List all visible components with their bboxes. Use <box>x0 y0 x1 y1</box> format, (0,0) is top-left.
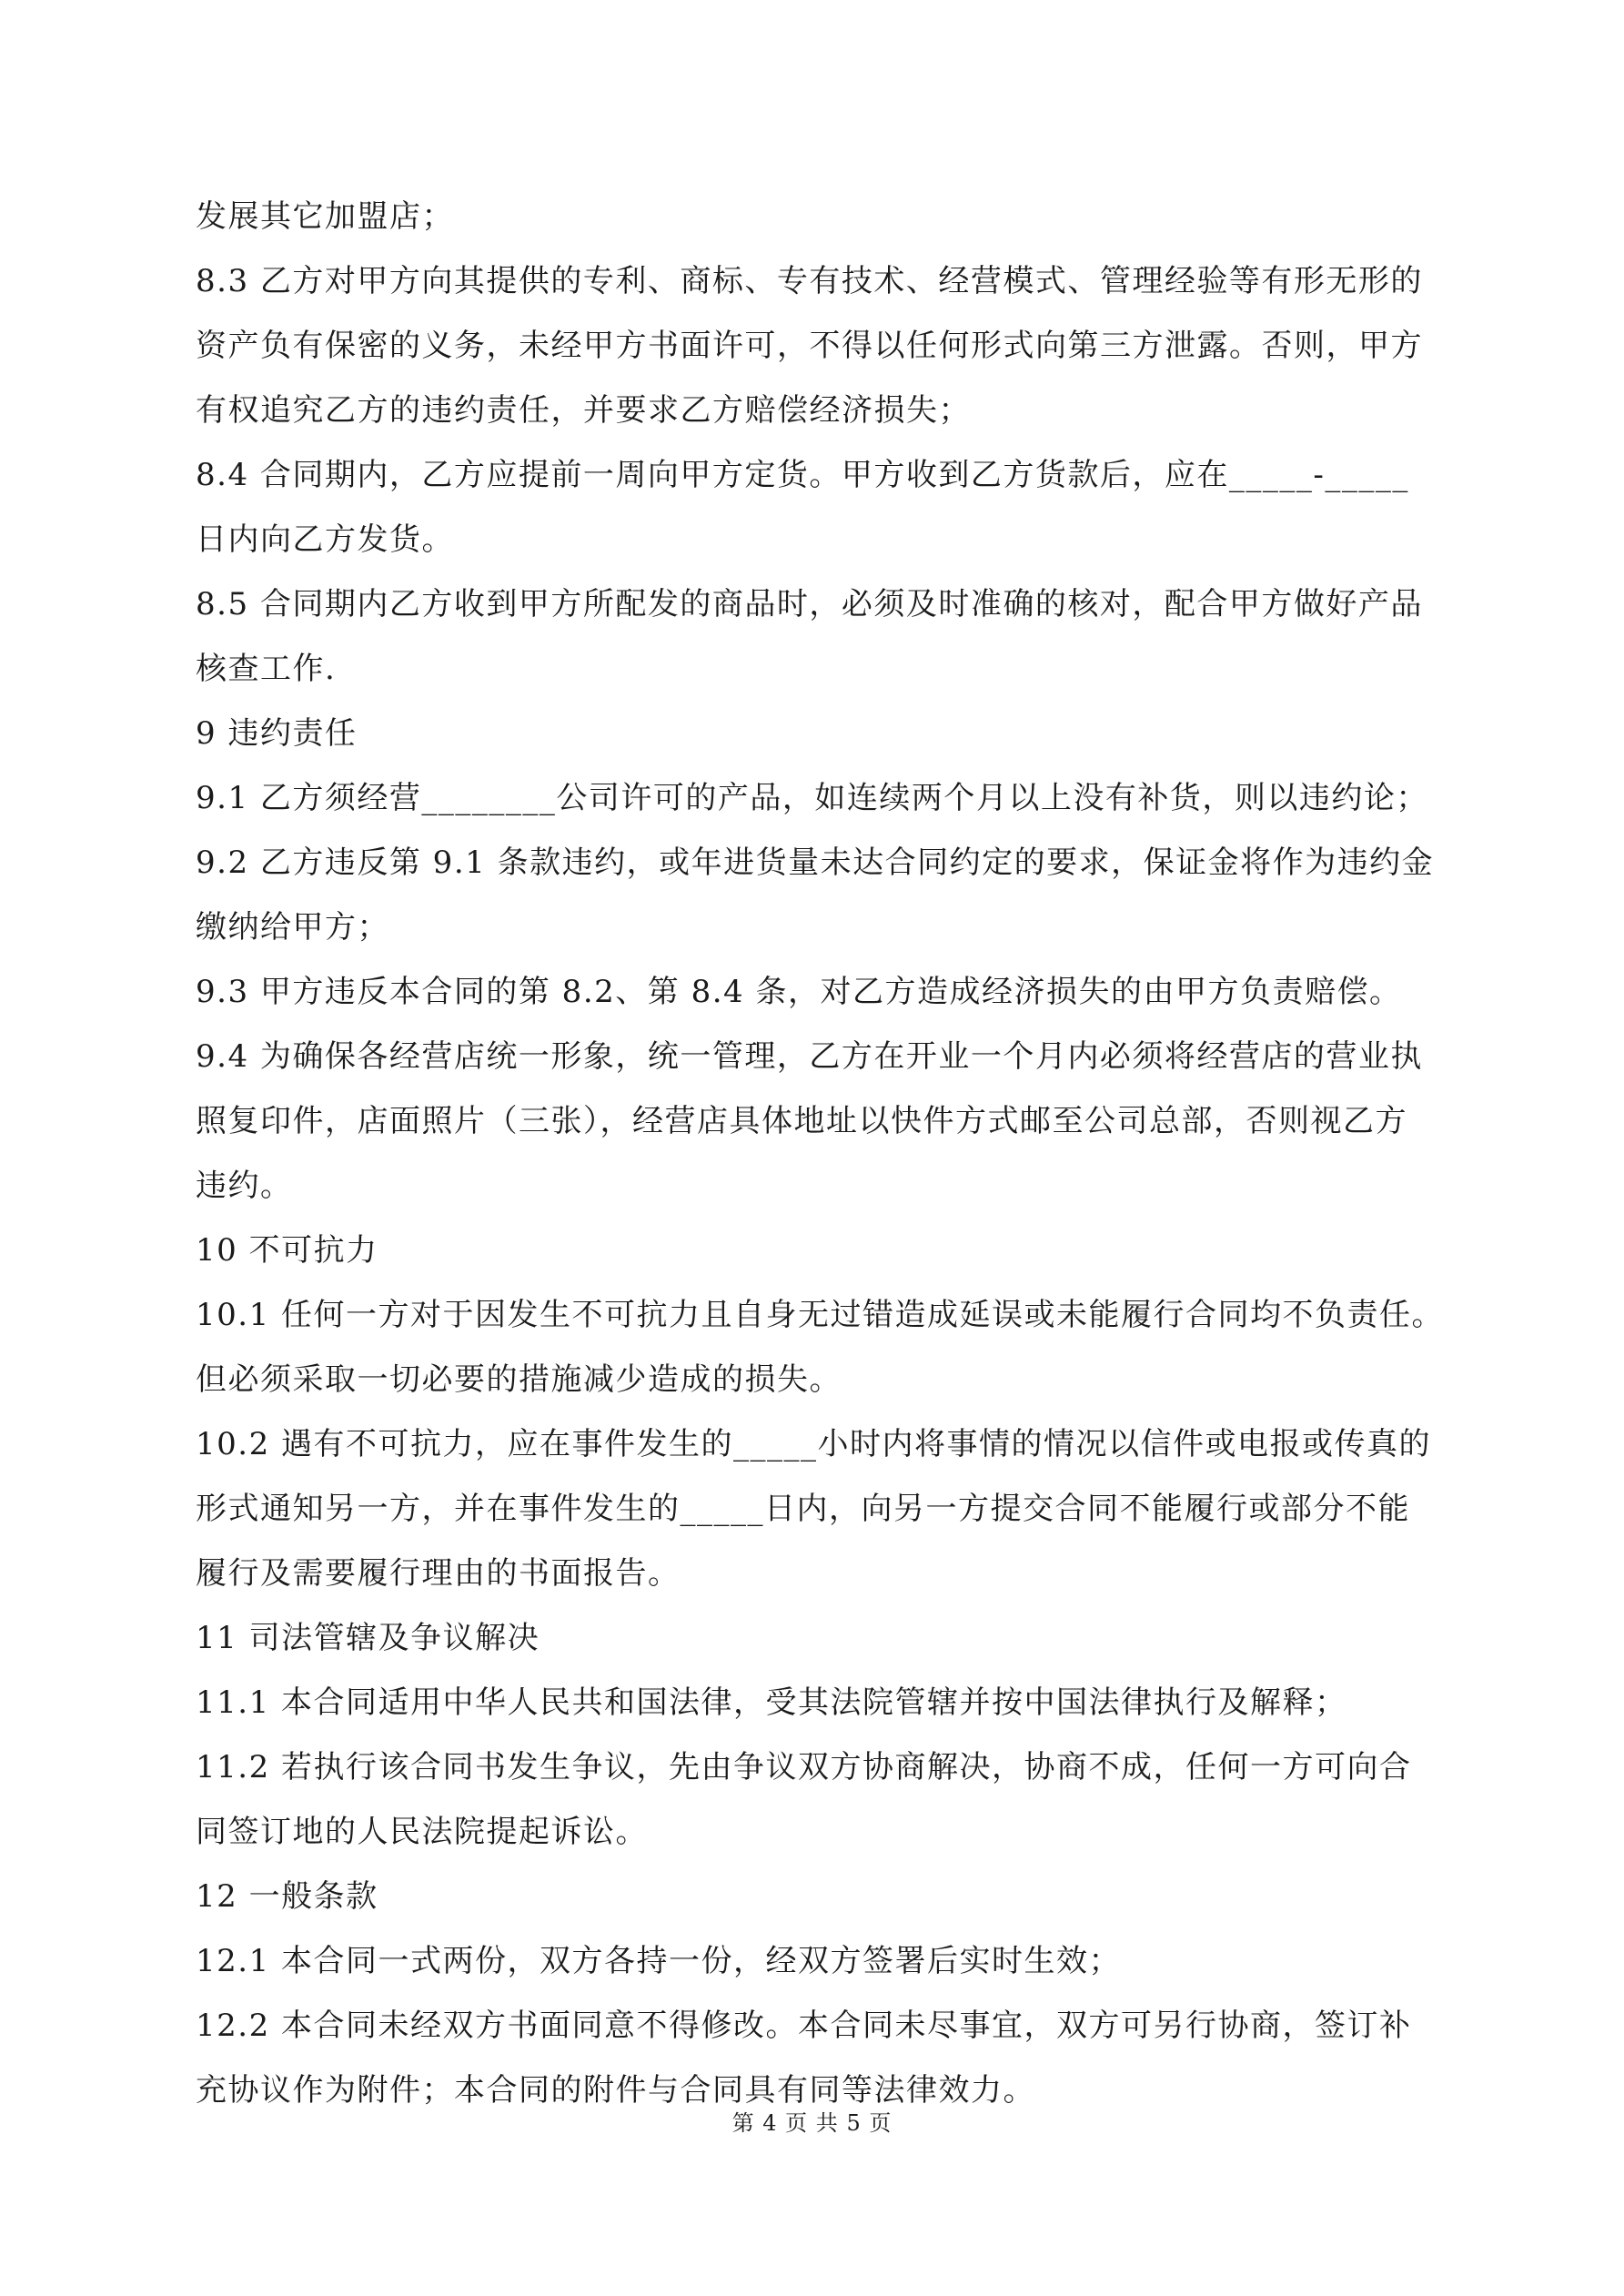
text-line: 缴纳给甲方； <box>196 909 389 946</box>
clause-9-2: 9.2 乙方违反第 9.1 条款违约，或年进货量未达合同约定的要求，保证金将作为违约金 <box>196 845 1435 881</box>
text-line: 有权追究乙方的违约责任，并要求乙方赔偿经济损失； <box>196 392 971 429</box>
clause-8-3: 8.3 乙方对甲方向其提供的专利、商标、专有技术、经营模式、管理经验等有形无形的 <box>196 263 1423 299</box>
section-heading-11: 11 司法管辖及争议解决 <box>196 1620 540 1656</box>
clause-8-4: 8.4 合同期内，乙方应提前一周向甲方定货。甲方收到乙方货款后，应在_____-_____ <box>196 457 1409 493</box>
clause-9-1: 9.1 乙方须经营________公司许可的产品，如连续两个月以上没有补货，则以违约论； <box>196 780 1428 816</box>
section-heading-10: 10 不可抗力 <box>196 1232 378 1269</box>
text-line: 资产负有保密的义务，未经甲方书面许可，不得以任何形式向第三方泄露。否则，甲方 <box>196 328 1423 364</box>
text-line: 形式通知另一方，并在事件发生的_____日内，向另一方提交合同不能履行或部分不能 <box>196 1491 1410 1527</box>
text-line: 但必须采取一切必要的措施减少造成的损失。 <box>196 1361 842 1398</box>
text-line: 同签订地的人民法院提起诉讼。 <box>196 1814 648 1850</box>
clause-9-4: 9.4 为确保各经营店统一形象，统一管理，乙方在开业一个月内必须将经营店的营业执 <box>196 1038 1423 1075</box>
clause-10-1: 10.1 任何一方对于因发生不可抗力且自身无过错造成延误或未能履行合同均不负责任。 <box>196 1297 1445 1333</box>
clause-8-5: 8.5 合同期内乙方收到甲方所配发的商品时，必须及时准确的核对，配合甲方做好产品 <box>196 586 1423 622</box>
clause-9-3: 9.3 甲方违反本合同的第 8.2、第 8.4 条，对乙方造成经济损失的由甲方负责赔偿。 <box>196 974 1402 1010</box>
text-line: 履行及需要履行理由的书面报告。 <box>196 1555 681 1592</box>
section-heading-12: 12 一般条款 <box>196 1878 378 1915</box>
text-line: 核查工作. <box>196 651 337 687</box>
clause-11-2: 11.2 若执行该合同书发生争议，先由争议双方协商解决，协商不成，任何一方可向合 <box>196 1749 1412 1785</box>
clause-10-2: 10.2 遇有不可抗力，应在事件发生的_____小时内将事情的情况以信件或电报或传真的 <box>196 1426 1432 1462</box>
clause-12-1: 12.1 本合同一式两份，双方各持一份，经双方签署后实时生效； <box>196 1943 1122 1979</box>
text-line: 日内向乙方发货。 <box>196 521 454 558</box>
page-number-footer: 第 4 页 共 5 页 <box>731 2110 893 2136</box>
section-heading-9: 9 违约责任 <box>196 715 358 752</box>
clause-11-1: 11.1 本合同适用中华人民共和国法律，受其法院管辖并按中国法律执行及解释； <box>196 1684 1347 1721</box>
text-line: 违约。 <box>196 1168 293 1204</box>
clause-12-2: 12.2 本合同未经双方书面同意不得修改。本合同未尽事宜，双方可另行协商，签订补 <box>196 2008 1412 2044</box>
text-line: 照复印件，店面照片（三张），经营店具体地址以快件方式邮至公司总部，否则视乙方 <box>196 1103 1407 1139</box>
text-line: 发展其它加盟店； <box>196 198 454 235</box>
text-line: 充协议作为附件；本合同的附件与合同具有同等法律效力。 <box>196 2072 1035 2109</box>
